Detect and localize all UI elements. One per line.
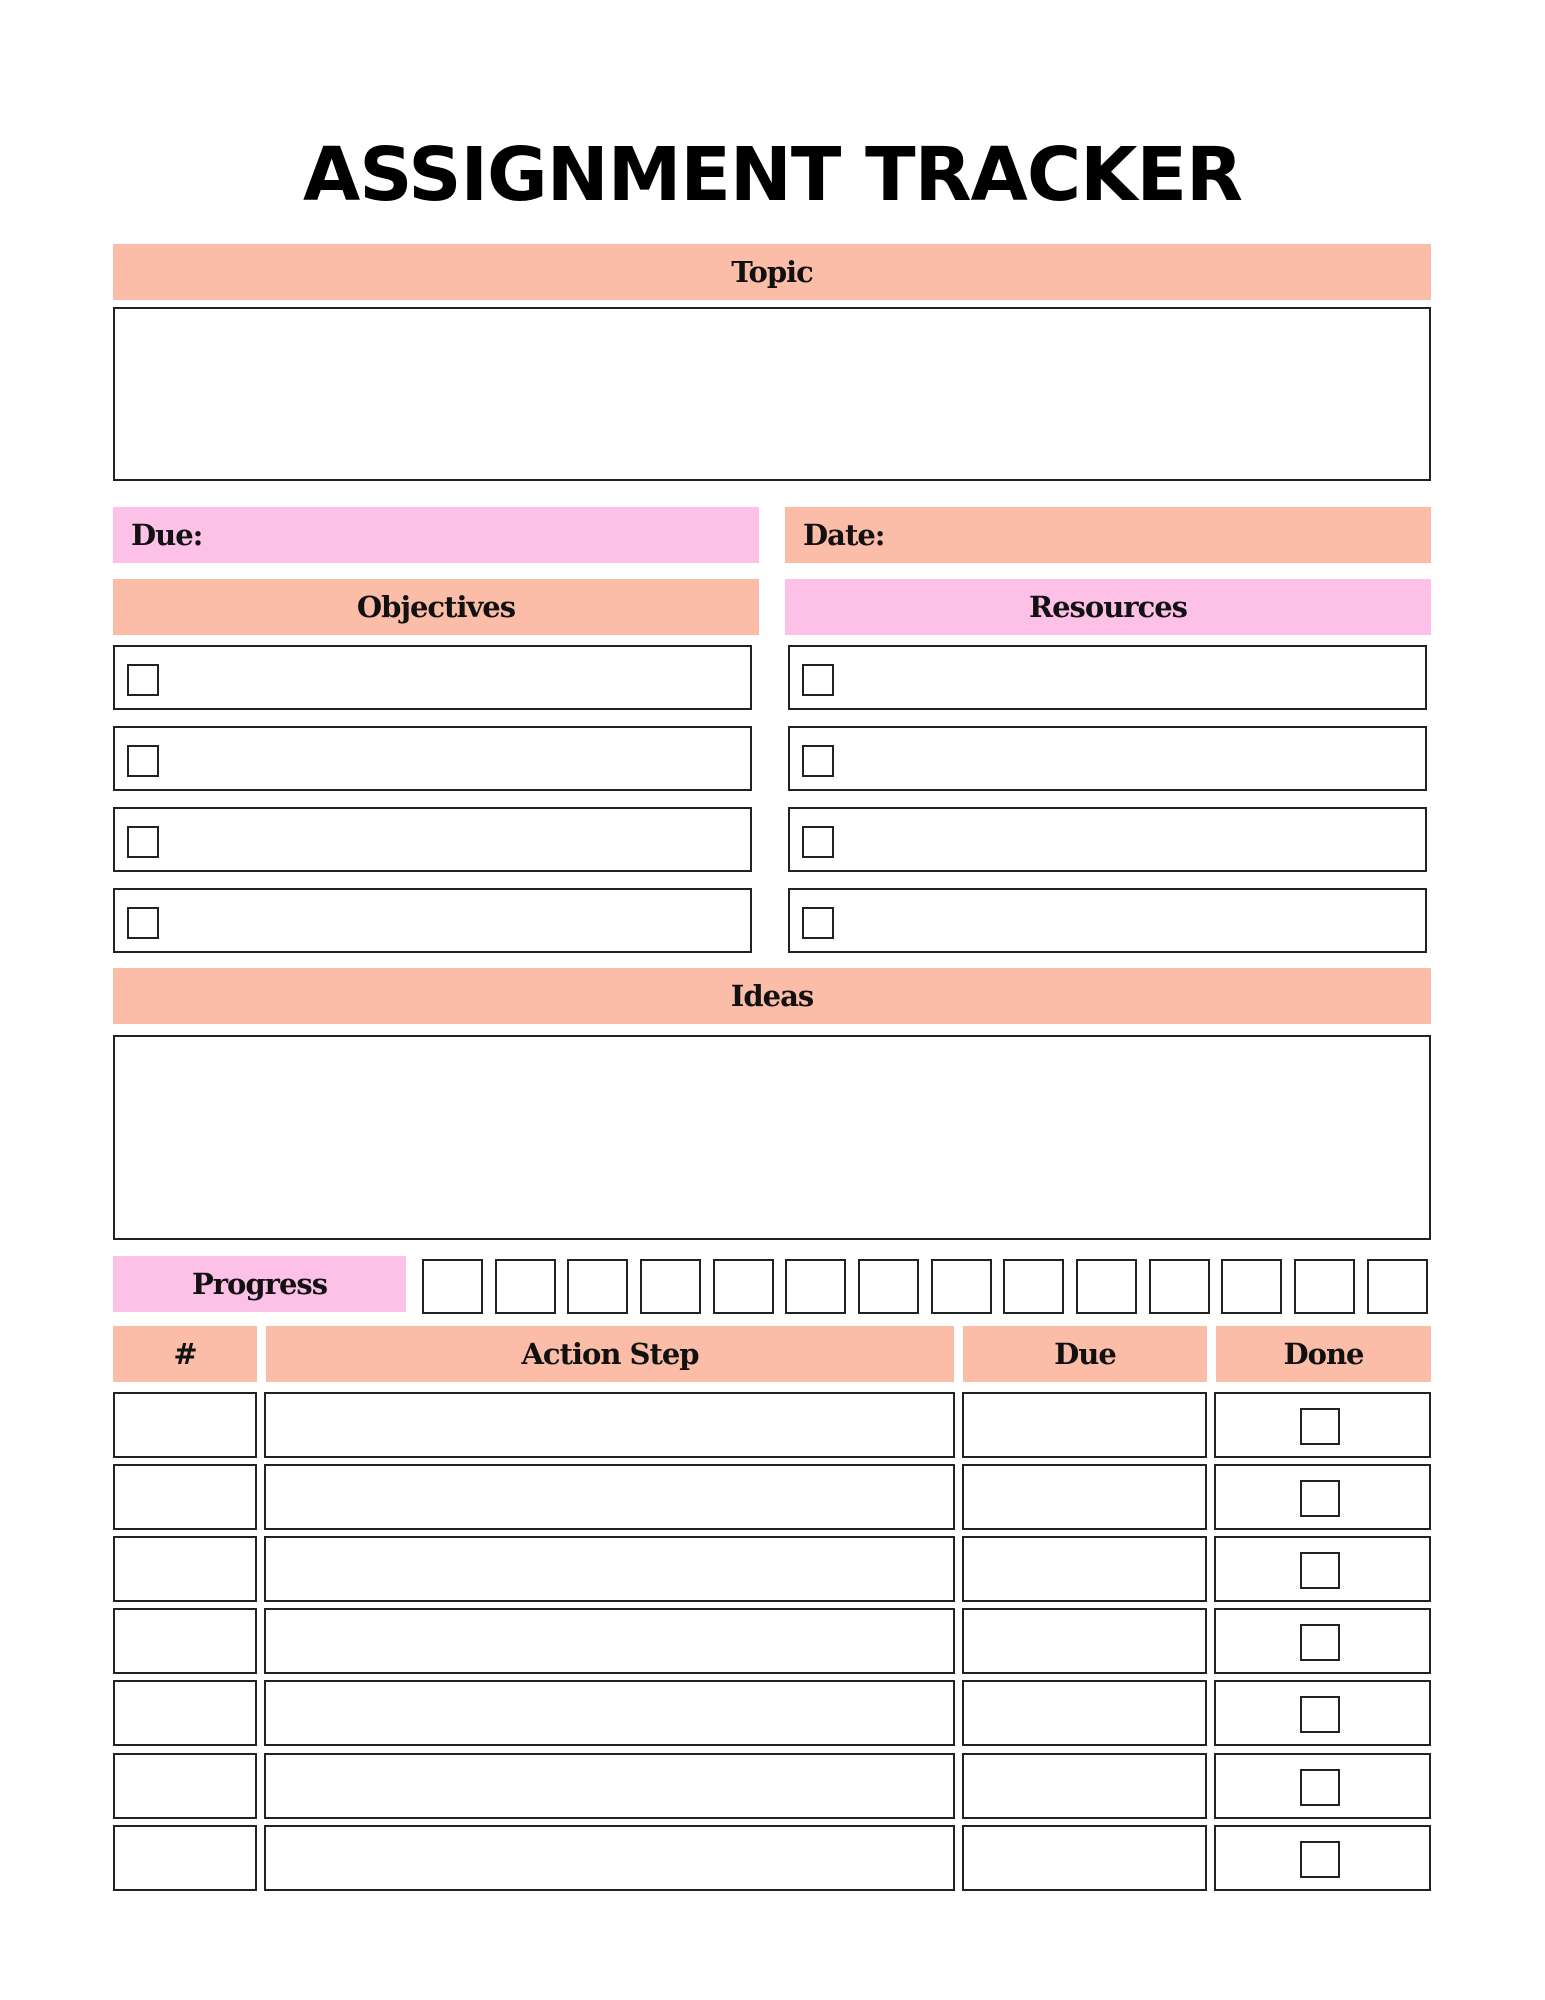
page-title: ASSIGNMENT TRACKER [302,132,1242,218]
progress-segment[interactable] [495,1259,556,1314]
checkbox-icon[interactable] [127,826,159,858]
progress-segment[interactable] [1003,1259,1064,1314]
table-row [0,1825,1545,1891]
progress-segment[interactable] [931,1259,992,1314]
objectives-header: Objectives [113,579,759,635]
row-due-cell[interactable] [962,1825,1207,1891]
progress-segment[interactable] [1221,1259,1282,1314]
checkbox-icon[interactable] [1300,1696,1340,1733]
row-done-cell [1214,1536,1431,1602]
progress-segment[interactable] [567,1259,628,1314]
resource-row[interactable] [788,888,1427,953]
row-due-cell[interactable] [962,1753,1207,1819]
row-number-cell[interactable] [113,1825,257,1891]
progress-segment[interactable] [713,1259,774,1314]
table-header-action-step: Action Step [266,1326,954,1382]
checkbox-icon[interactable] [1300,1480,1340,1517]
row-number-cell[interactable] [113,1680,257,1746]
progress-segment[interactable] [1076,1259,1137,1314]
row-number-cell[interactable] [113,1392,257,1458]
row-done-cell [1214,1680,1431,1746]
ideas-field[interactable] [113,1035,1431,1240]
table-row [0,1464,1545,1530]
table-row [0,1753,1545,1819]
checkbox-icon[interactable] [127,745,159,777]
row-action-step-cell[interactable] [264,1536,955,1602]
topic-field[interactable] [113,307,1431,481]
table-row [0,1608,1545,1674]
checkbox-icon[interactable] [127,907,159,939]
resource-row[interactable] [788,645,1427,710]
row-number-cell[interactable] [113,1536,257,1602]
checkbox-icon[interactable] [1300,1624,1340,1661]
objective-row[interactable] [113,807,752,872]
checkbox-icon[interactable] [802,907,834,939]
progress-segment[interactable] [858,1259,919,1314]
checkbox-icon[interactable] [802,745,834,777]
topic-header: Topic [113,244,1431,300]
due-label: Due: [113,507,759,563]
progress-segment[interactable] [1149,1259,1210,1314]
row-action-step-cell[interactable] [264,1680,955,1746]
checkbox-icon[interactable] [127,664,159,696]
objective-row[interactable] [113,888,752,953]
checkbox-icon[interactable] [802,826,834,858]
resource-row[interactable] [788,807,1427,872]
table-header-due: Due [963,1326,1207,1382]
date-label: Date: [785,507,1431,563]
row-due-cell[interactable] [962,1608,1207,1674]
row-done-cell [1214,1464,1431,1530]
row-action-step-cell[interactable] [264,1753,955,1819]
progress-segment[interactable] [640,1259,701,1314]
progress-segment[interactable] [1294,1259,1355,1314]
checkbox-icon[interactable] [1300,1408,1340,1445]
row-done-cell [1214,1392,1431,1458]
progress-segment[interactable] [422,1259,483,1314]
progress-label: Progress [113,1256,406,1312]
table-row [0,1680,1545,1746]
row-action-step-cell[interactable] [264,1464,955,1530]
row-due-cell[interactable] [962,1464,1207,1530]
table-header-number: # [113,1326,257,1382]
resources-header: Resources [785,579,1431,635]
checkbox-icon[interactable] [802,664,834,696]
checkbox-icon[interactable] [1300,1552,1340,1589]
objective-row[interactable] [113,726,752,791]
row-number-cell[interactable] [113,1464,257,1530]
resource-row[interactable] [788,726,1427,791]
row-number-cell[interactable] [113,1608,257,1674]
row-done-cell [1214,1825,1431,1891]
row-due-cell[interactable] [962,1536,1207,1602]
table-row [0,1392,1545,1458]
progress-segment[interactable] [785,1259,846,1314]
checkbox-icon[interactable] [1300,1841,1340,1878]
table-header-done: Done [1216,1326,1431,1382]
row-due-cell[interactable] [962,1680,1207,1746]
ideas-header: Ideas [113,968,1431,1024]
row-done-cell [1214,1608,1431,1674]
checkbox-icon[interactable] [1300,1769,1340,1806]
table-row [0,1536,1545,1602]
row-number-cell[interactable] [113,1753,257,1819]
row-action-step-cell[interactable] [264,1392,955,1458]
progress-segment[interactable] [1367,1259,1428,1314]
row-action-step-cell[interactable] [264,1608,955,1674]
row-due-cell[interactable] [962,1392,1207,1458]
row-done-cell [1214,1753,1431,1819]
row-action-step-cell[interactable] [264,1825,955,1891]
objective-row[interactable] [113,645,752,710]
